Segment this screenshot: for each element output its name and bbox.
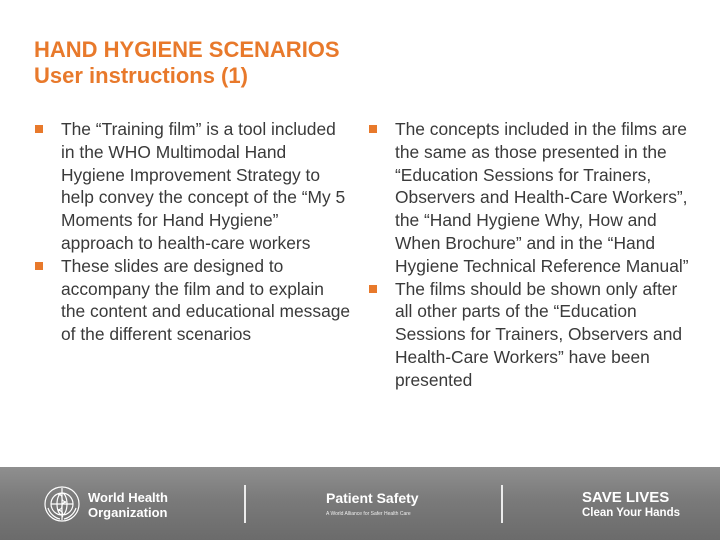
who-name-line-1: World Health (88, 490, 168, 505)
save-lives-title: SAVE LIVES (582, 489, 670, 506)
patient-safety-title: Patient Safety (326, 490, 419, 506)
bullet-square-icon (369, 125, 377, 133)
bullet-square-icon (35, 125, 43, 133)
title-line-1: HAND HYGIENE SCENARIOS (34, 37, 340, 62)
bullet-item (34, 118, 352, 255)
bullet-text: The “Training film” is a tool included in the WHO Multimodal Hand Hygiene Improvement Strategy to help convey the concept of the “My 5 Moments for Hand Hygiene” approach to health-care workers (61, 119, 346, 253)
who-wordmark (88, 490, 168, 520)
bullet-text: These slides are designed to accompany the film and to explain the content and educational message of the different scenarios (61, 255, 351, 345)
who-emblem-icon (42, 484, 82, 524)
footer-bar (0, 467, 720, 540)
footer-divider (244, 485, 246, 523)
right-bullet-list (368, 118, 698, 392)
left-bullet-list (34, 118, 352, 346)
who-name-line-2: Organization (88, 505, 168, 520)
save-lives-subtitle: Clean Your Hands (582, 507, 680, 519)
bullet-item (368, 118, 698, 278)
bullet-item (34, 255, 352, 346)
bullet-square-icon (35, 262, 43, 270)
title-line-2: User instructions (1) (34, 63, 248, 88)
bullet-text: The films should be shown only after all other parts of the “Education Sessions for Trainers, Observers and Health-Care Workers” have been presented (395, 278, 683, 390)
bullet-item (368, 278, 698, 392)
slide-title (34, 37, 340, 89)
patient-safety-tagline: A World Alliance for Safer Health Care (326, 511, 411, 517)
bullet-square-icon (369, 285, 377, 293)
bullet-text: The concepts included in the films are the same as those presented in the “Education Sessions for Trainers, Observers and Health-Care Workers”, the “Hand Hygiene Why, How and When Brochure” and in the “Hand Hygiene Technical Reference Manual” (395, 119, 689, 276)
footer-divider (501, 485, 503, 523)
